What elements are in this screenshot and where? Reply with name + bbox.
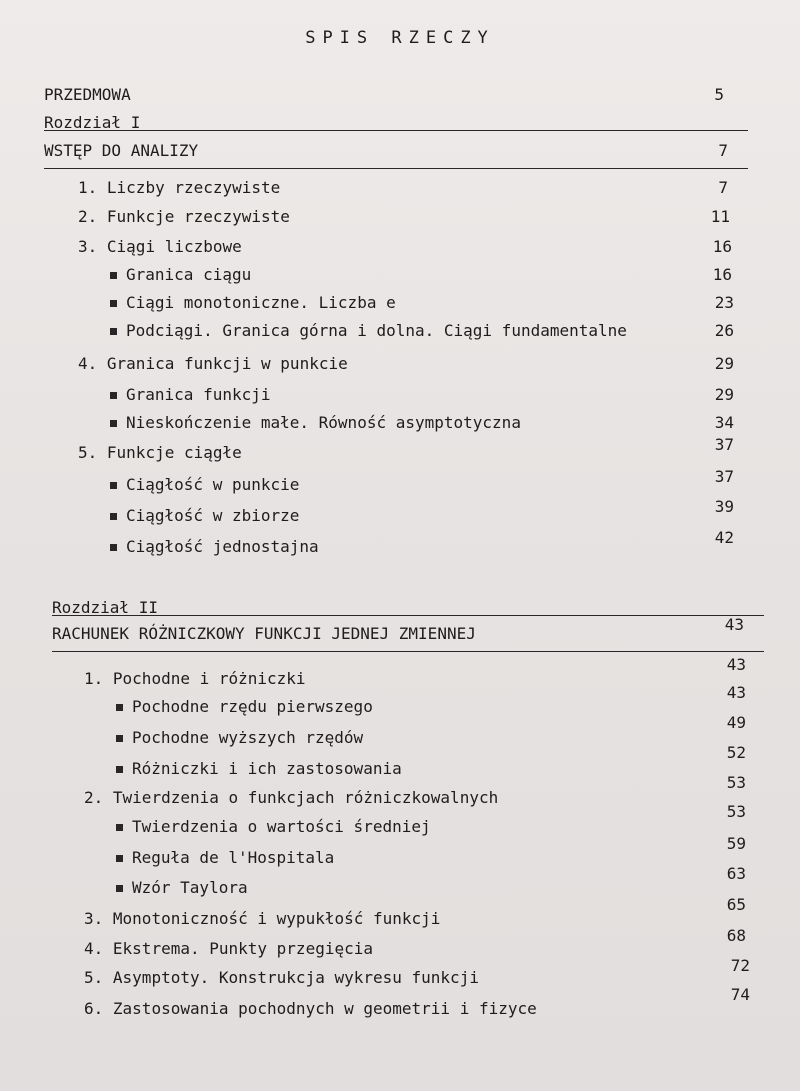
toc-subentry bbox=[0, 713, 780, 749]
bullet-icon bbox=[116, 766, 123, 773]
entry-text: Granica funkcji w punkcie bbox=[106, 354, 348, 373]
bullet-icon bbox=[116, 855, 123, 862]
entry-page: 29 bbox=[714, 354, 734, 373]
toc-entry bbox=[0, 895, 780, 930]
entry-page: 63 bbox=[726, 864, 746, 883]
entry-text: Ciągłość w punkcie bbox=[126, 475, 300, 494]
chapter1-label: Rozdział I bbox=[44, 113, 141, 132]
entry-text: Reguła de l'Hospitala bbox=[132, 848, 335, 867]
toc-entry bbox=[0, 435, 780, 464]
entry-number: 3. bbox=[78, 237, 98, 256]
preface-label: PRZEDMOWA bbox=[44, 85, 131, 104]
entry-page: 26 bbox=[714, 321, 734, 340]
bullet-icon bbox=[116, 735, 123, 742]
entry-text: Ciągłość jednostajna bbox=[126, 537, 319, 556]
bullet-icon bbox=[116, 824, 123, 831]
entry-text: Ciągłość w zbiorze bbox=[126, 506, 300, 525]
entry-page: 52 bbox=[726, 743, 746, 762]
entry-text: Granica ciągu bbox=[126, 265, 252, 284]
entry-page: 34 bbox=[714, 413, 734, 432]
toc-subentry bbox=[0, 412, 780, 434]
toc-entry bbox=[0, 985, 780, 1020]
entry-text: Ekstrema. Punkty przegięcia bbox=[112, 939, 373, 958]
bullet-icon bbox=[110, 420, 117, 427]
toc-subentry bbox=[0, 467, 780, 496]
entry-text: Ciągi monotoniczne. Liczba e bbox=[126, 293, 396, 312]
entry-page: 53 bbox=[726, 802, 746, 821]
chapter2-title: RACHUNEK RÓŻNICZKOWY FUNKCJI JEDNEJ ZMIENNEJ bbox=[52, 624, 476, 643]
entry-text: Funkcje rzeczywiste bbox=[106, 207, 290, 226]
entry-page: 43 bbox=[726, 683, 746, 702]
bullet-icon bbox=[110, 300, 117, 307]
entry-text: Podciągi. Granica górna i dolna. Ciągi fundamentalne bbox=[126, 321, 627, 340]
entry-number: 5. bbox=[84, 968, 104, 987]
entry-page: 11 bbox=[710, 207, 730, 226]
entry-page: 37 bbox=[714, 435, 734, 454]
entry-text: Twierdzenia o wartości średniej bbox=[132, 817, 431, 836]
toc-subentry bbox=[0, 683, 780, 718]
entry-page: 39 bbox=[714, 497, 734, 516]
entry-number: 6. bbox=[84, 999, 104, 1018]
entry-number: 1. bbox=[84, 669, 104, 688]
toc-subentry bbox=[0, 528, 780, 558]
bullet-icon bbox=[110, 272, 117, 279]
entry-page: 16 bbox=[712, 237, 732, 256]
bullet-icon bbox=[116, 885, 123, 892]
toc-entry bbox=[0, 773, 780, 809]
entry-text: Pochodne i różniczki bbox=[112, 669, 306, 688]
entry-text: Ciągi liczbowe bbox=[106, 237, 242, 256]
bullet-icon bbox=[110, 544, 117, 551]
toc-subentry bbox=[0, 743, 780, 780]
toc-subentry bbox=[0, 264, 780, 286]
toc-entry bbox=[0, 206, 780, 228]
chapter2-page: 43 bbox=[724, 615, 744, 634]
chapter1-page: 7 bbox=[718, 141, 728, 160]
entry-text: Granica funkcji bbox=[126, 385, 271, 404]
bullet-icon bbox=[110, 513, 117, 520]
entry-page: 23 bbox=[714, 293, 734, 312]
entry-page: 65 bbox=[726, 895, 746, 914]
toc-entry bbox=[0, 655, 780, 690]
chapter2-title-line bbox=[0, 615, 780, 645]
entry-text: Wzór Taylora bbox=[132, 878, 248, 897]
entry-text: Nieskończenie małe. Równość asymptotyczna bbox=[126, 413, 521, 432]
entry-number: 2. bbox=[78, 207, 98, 226]
entry-text: Pochodne rzędu pierwszego bbox=[132, 697, 373, 716]
entry-number: 1. bbox=[78, 178, 98, 197]
bullet-icon bbox=[110, 328, 117, 335]
bullet-icon bbox=[110, 482, 117, 489]
entry-page: 7 bbox=[718, 178, 728, 197]
entry-page: 29 bbox=[714, 385, 734, 404]
entry-text: Zastosowania pochodnych w geometrii i fizyce bbox=[112, 999, 537, 1018]
toc-subentry bbox=[0, 292, 780, 314]
preface-page: 5 bbox=[714, 85, 724, 104]
toc-entry bbox=[0, 177, 780, 199]
entry-page: 49 bbox=[726, 713, 746, 732]
entry-text: Różniczki i ich zastosowania bbox=[132, 759, 402, 778]
chapter1-rule-top bbox=[44, 130, 748, 131]
entry-text: Liczby rzeczywiste bbox=[106, 178, 281, 197]
entry-page: 43 bbox=[726, 655, 746, 674]
chapter2-rule-top bbox=[52, 615, 764, 616]
entry-page: 74 bbox=[730, 985, 750, 1004]
bullet-icon bbox=[116, 704, 123, 711]
toc-entry bbox=[0, 956, 780, 989]
entry-number: 4. bbox=[78, 354, 98, 373]
entry-number: 4. bbox=[84, 939, 104, 958]
chapter2-rule-bottom bbox=[52, 651, 764, 652]
entry-text: Pochodne wyższych rzędów bbox=[132, 728, 364, 747]
chapter2-label: Rozdział II bbox=[52, 598, 158, 617]
entry-page: 42 bbox=[714, 528, 734, 547]
chapter1-title-line bbox=[0, 140, 780, 162]
toc-subentry bbox=[0, 834, 780, 869]
toc-subentry bbox=[0, 497, 780, 527]
entry-text: Funkcje ciągłe bbox=[106, 443, 242, 462]
entry-page: 16 bbox=[712, 265, 732, 284]
chapter1-rule-bottom bbox=[44, 168, 748, 169]
bullet-icon bbox=[110, 392, 117, 399]
entry-text: Monotoniczność i wypukłość funkcji bbox=[112, 909, 441, 928]
toc-subentry bbox=[0, 384, 780, 406]
entry-text: Asymptoty. Konstrukcja wykresu funkcji bbox=[112, 968, 479, 987]
toc-subentry bbox=[0, 864, 780, 899]
entry-number: 2. bbox=[84, 788, 104, 807]
entry-number: 3. bbox=[84, 909, 104, 928]
entry-page: 37 bbox=[714, 467, 734, 486]
chapter1-title: WSTĘP DO ANALIZY bbox=[44, 141, 199, 160]
entry-text: Twierdzenia o funkcjach różniczkowalnych bbox=[112, 788, 499, 807]
entry-number: 5. bbox=[78, 443, 98, 462]
entry-page: 68 bbox=[726, 926, 746, 945]
entry-page: 53 bbox=[726, 773, 746, 792]
toc-preface bbox=[0, 84, 780, 106]
toc-subentry bbox=[0, 320, 780, 342]
toc-entry bbox=[0, 926, 780, 960]
toc-subentry bbox=[0, 802, 780, 838]
entry-page: 59 bbox=[726, 834, 746, 853]
toc-entry bbox=[0, 236, 780, 258]
toc-entry bbox=[0, 353, 780, 375]
entry-page: 72 bbox=[730, 956, 750, 975]
page-title: SPIS RZECZY bbox=[305, 28, 495, 48]
